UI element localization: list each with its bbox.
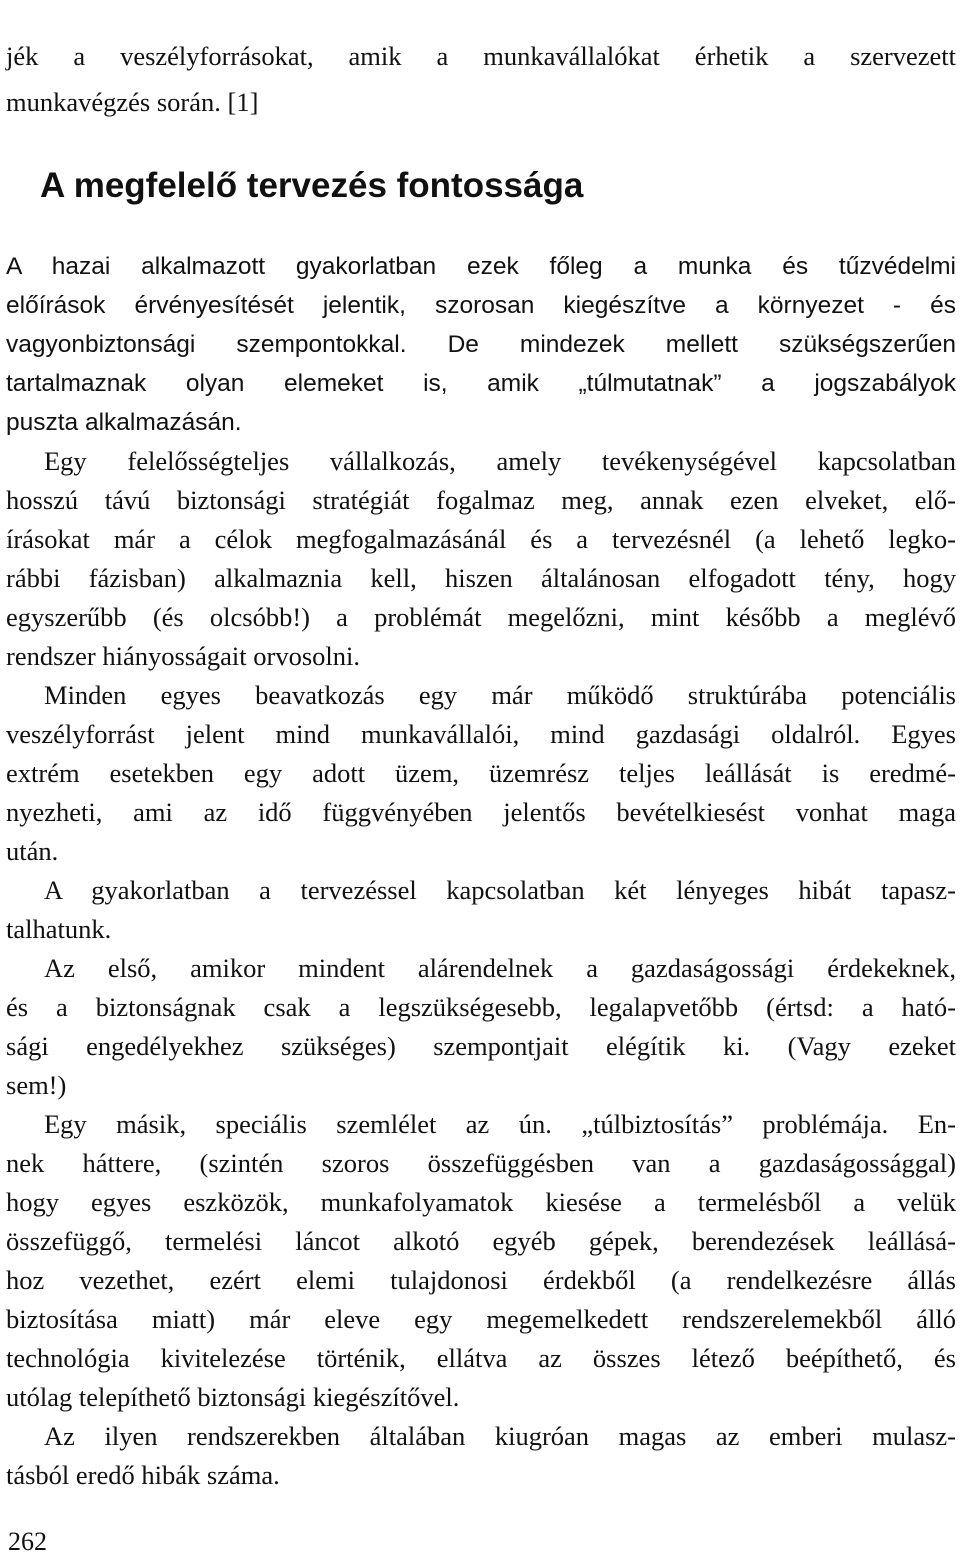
body-line-6: rendszer hiányosságait orvosolni. xyxy=(6,641,360,671)
body-line-9: extrém esetekben egy adott üzem, üzemrész teljes leállását is eredmé- xyxy=(6,758,956,788)
body-line-23: biztosítása miatt) már eleve egy megemelkedett rendszerelemekből álló xyxy=(6,1304,956,1334)
body-line-21: összefüggő, termelési láncot alkotó egyéb gépek, berendezések leállásá- xyxy=(6,1226,956,1256)
body-line-13: talhatunk. xyxy=(6,914,112,944)
body-line-19: nek háttere, (szintén szoros összefüggésben van a gazdaságossággal) xyxy=(6,1148,956,1178)
page-number: 262 xyxy=(8,1527,47,1556)
body-line-1: Egy felelősségteljes vállalkozás, amely tevékenységével kapcsolatban xyxy=(44,446,956,476)
body-line-27: tásból eredő hibák száma. xyxy=(6,1460,280,1490)
body-line-2: hosszú távú biztonsági stratégiát fogalmaz meg, annak ezen elveket, elő- xyxy=(6,485,956,515)
body-line-22: hoz vezethet, ezért elemi tulajdonosi érdekből (a rendelkezésre állás xyxy=(6,1265,956,1295)
sans-line-3: vagyonbiztonsági szempontokkal. De mindezek mellett szükségszerűen xyxy=(6,331,956,358)
body-line-7: Minden egyes beavatkozás egy már működő struktúrába potenciális xyxy=(44,680,956,710)
sans-line-1: A hazai alkalmazott gyakorlatban ezek főleg a munka és tűzvédelmi xyxy=(6,253,956,280)
body-line-18: Egy másik, speciális szemlélet az ún. „túlbiztosítás” problémája. En- xyxy=(44,1109,956,1139)
sans-line-5: puszta alkalmazásán. xyxy=(6,409,242,436)
body-line-5: egyszerűbb (és olcsóbb!) a problémát megelőzni, mint később a meglévő xyxy=(6,602,956,632)
body-line-12: A gyakorlatban a tervezéssel kapcsolatban két lényeges hibát tapasz- xyxy=(44,875,956,905)
body-line-11: után. xyxy=(6,836,59,866)
body-line-15: és a biztonságnak csak a legszükségesebb, legalapvetőbb (értsd: a ható- xyxy=(6,992,956,1022)
body-line-24: technológia kivitelezése történik, ellátva az összes létező beépíthető, és xyxy=(6,1343,956,1373)
body-line-3: írásokat már a célok megfogalmazásánál és a tervezésnél (a lehető legko- xyxy=(6,524,956,554)
sans-line-4: tartalmaznak olyan elemeket is, amik „túlmutatnak” a jogszabályok xyxy=(6,370,956,397)
intro-line-2: munkavégzés során. [1] xyxy=(6,87,259,117)
intro-line-1: jék a veszélyforrásokat, amik a munkavállalókat érhetik a szervezett xyxy=(6,41,956,71)
body-line-17: sem!) xyxy=(6,1070,67,1100)
body-line-14: Az első, amikor mindent alárendelnek a gazdaságossági érdekeknek, xyxy=(44,953,956,983)
body-line-4: rábbi fázisban) alkalmaznia kell, hiszen általánosan elfogadott tény, hogy xyxy=(6,563,956,593)
body-line-10: nyezheti, ami az idő függvényében jelentős bevételkiesést vonhat maga xyxy=(6,797,956,827)
section-heading: A megfelelő tervezés fontossága xyxy=(40,166,584,205)
body-line-20: hogy egyes eszközök, munkafolyamatok kiesése a termelésből a velük xyxy=(6,1187,956,1217)
body-line-26: Az ilyen rendszerekben általában kiugróan magas az emberi mulasz- xyxy=(44,1421,956,1451)
sans-line-2: előírások érvényesítését jelentik, szorosan kiegészítve a környezet - és xyxy=(6,292,956,319)
body-line-16: sági engedélyekhez szükséges) szempontjait elégítik ki. (Vagy ezeket xyxy=(6,1031,956,1061)
body-line-25: utólag telepíthető biztonsági kiegészítővel. xyxy=(6,1382,460,1412)
body-line-8: veszélyforrást jelent mind munkavállalói, mind gazdasági oldalról. Egyes xyxy=(6,719,956,749)
